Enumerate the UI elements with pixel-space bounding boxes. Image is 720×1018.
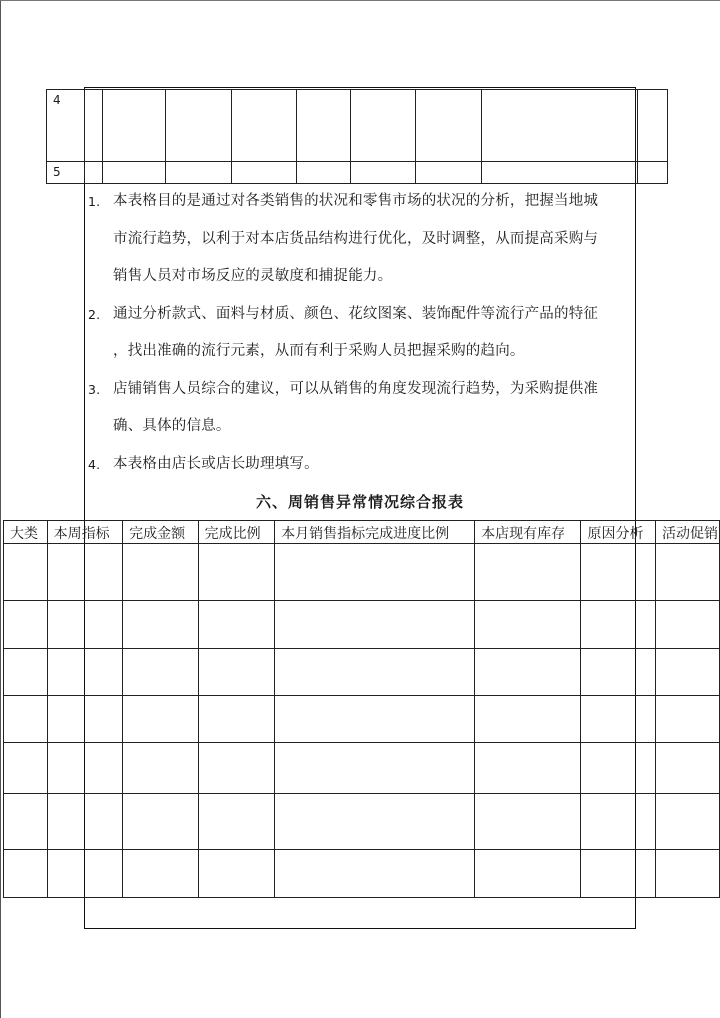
note-text: 市流行趋势，以利于对本店货品结构进行优化，及时调整，从而提高采购与 (113, 230, 599, 247)
column-header: 大类 (4, 521, 48, 544)
note-text: ，找出准确的流行元素，从而有利于采购人员把握采购的趋向。 (113, 343, 525, 359)
note-text: 销售人员对市场反应的灵敏度和捕捉能力。 (113, 268, 393, 284)
table-row (4, 544, 720, 601)
note-index: 2. (88, 306, 101, 322)
column-header: 活动促销 (656, 521, 720, 544)
note-item (88, 183, 633, 296)
table-row (4, 649, 720, 696)
note-text: 确、具体的信息。 (113, 418, 231, 434)
note-item (88, 371, 633, 446)
row-number: 5 (47, 162, 85, 184)
column-header: 本周指标 (47, 521, 123, 544)
item-table (46, 89, 668, 184)
table-header-row (4, 521, 720, 544)
column-header: 本月销售指标完成进度比例 (275, 521, 475, 544)
note-text: 本表格目的是通过对各类销售的状况和零售市场的状况的分析，把握当地城 (113, 193, 599, 209)
note-index: 1. (88, 194, 101, 209)
table-row (4, 794, 720, 850)
note-text: 本表格由店长或店长助理填写。 (113, 455, 319, 472)
section-title: 六、周销售异常情况综合报表 (255, 493, 464, 511)
table-row (4, 696, 720, 743)
note-text: 店铺销售人员综合的建议，可以从销售的角度发现流行趋势，为采购提供准 (113, 380, 599, 397)
notes-list (88, 183, 633, 483)
column-header: 完成比例 (198, 521, 274, 544)
row-number: 4 (47, 90, 85, 162)
note-text: 通过分析款式、面料与材质、颜色、花纹图案、装饰配件等流行产品的特征 (113, 305, 599, 322)
table-row (4, 601, 720, 649)
note-item (88, 296, 633, 371)
table-row (4, 743, 720, 794)
note-item (88, 446, 633, 484)
table-row (47, 90, 668, 162)
note-index: 3. (88, 381, 101, 397)
column-header: 本店现有库存 (475, 521, 581, 544)
weekly-sales-report-table (3, 520, 720, 898)
note-index: 4. (88, 456, 101, 472)
page-edge-top (0, 0, 720, 1)
column-header: 完成金额 (123, 521, 199, 544)
table-row (4, 850, 720, 898)
column-header: 原因分析 (581, 521, 656, 544)
table-row (47, 162, 668, 184)
